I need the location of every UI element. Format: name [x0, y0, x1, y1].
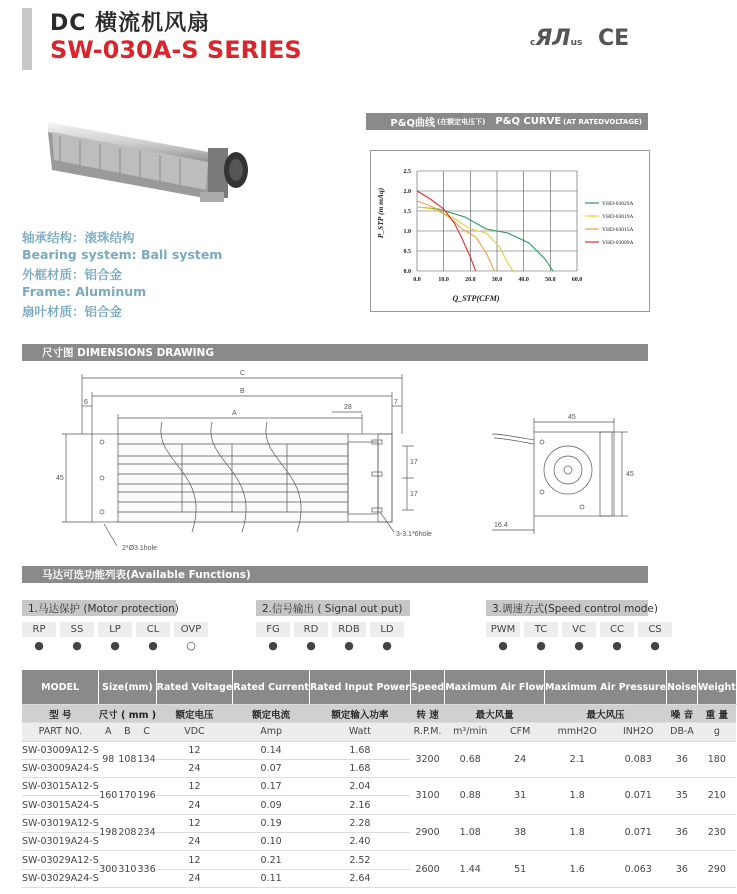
th-size: Size(mm)	[99, 670, 156, 705]
air-pressure-inh2o: 0.071	[610, 814, 667, 851]
air-flow-m3: 1.08	[445, 814, 496, 851]
rated-input-power: 2.04	[309, 778, 410, 796]
part-number: SW-03009A12-S	[22, 741, 99, 759]
x-tick-label: 30.0	[491, 277, 503, 283]
speed-rpm: 2900	[410, 814, 444, 851]
speed-rpm: 3100	[410, 778, 444, 815]
function-availability-mark: ●	[612, 639, 622, 652]
part-number: SW-03029A12-S	[22, 851, 99, 869]
pq-curve-header	[366, 113, 648, 130]
weight-g: 180	[697, 741, 736, 778]
legend-label: YHD-03029A	[602, 201, 634, 207]
air-flow-m3: 0.68	[445, 741, 496, 778]
side-45w-label: 45	[568, 414, 576, 421]
air-pressure-inh2o: 0.071	[610, 778, 667, 815]
th-weight: Weight	[697, 670, 736, 705]
dim-7-label: 7	[394, 399, 398, 406]
air-flow-m3: 1.44	[445, 851, 496, 888]
th-cn: 最大风压	[545, 705, 667, 723]
spec-bearing-cn: 轴承结构：滚珠结构	[22, 230, 135, 245]
pq-header-cn: P&Q曲线	[390, 118, 435, 129]
air-pressure-mmh2o: 2.1	[545, 741, 610, 778]
th-cn: 额定输入功率	[309, 705, 410, 723]
noise-dba: 35	[667, 778, 698, 815]
x-tick-label: 50.0	[545, 277, 556, 283]
part-number: SW-03015A12-S	[22, 778, 99, 796]
function-code: RP	[22, 622, 56, 637]
x-tick-label: 10.0	[438, 277, 449, 283]
function-availability-mark: ●	[650, 639, 660, 652]
rated-current: 0.11	[233, 869, 310, 887]
th-model: MODEL	[22, 670, 99, 705]
dim-28-label: 28	[344, 404, 352, 411]
air-pressure-mmh2o: 1.6	[545, 851, 610, 888]
th-noise: Noise	[667, 670, 698, 705]
function-availability-mark: ●	[72, 639, 82, 652]
x-tick-label: 40.0	[518, 277, 529, 283]
function-availability-mark: ●	[498, 639, 508, 652]
x-axis-label: Q_STP(CFM)	[452, 294, 500, 303]
rated-current: 0.09	[233, 796, 310, 814]
th-unit: A	[99, 723, 118, 741]
table-header-units	[22, 723, 736, 741]
rated-current: 0.07	[233, 759, 310, 777]
dim-6-label: 6	[84, 399, 88, 406]
speed-rpm: 2600	[410, 851, 444, 888]
title-accent-bar	[22, 8, 32, 70]
function-availability-mark: ●	[536, 639, 546, 652]
th-max-air-pressure: Maximum Air Pressure	[545, 670, 667, 705]
rated-current: 0.10	[233, 833, 310, 851]
spec-frame-en: Frame: Aluminum	[22, 284, 147, 299]
size-a: 98	[99, 741, 118, 778]
air-pressure-mmh2o: 1.8	[545, 814, 610, 851]
rated-input-power: 2.16	[309, 796, 410, 814]
th-cn: 型 号	[22, 705, 99, 723]
dim-17b-label: 17	[410, 491, 418, 498]
dimensions-drawing	[22, 362, 648, 557]
chart-ticks	[404, 169, 583, 283]
th-unit: R.P.M.	[410, 723, 444, 741]
table-row	[22, 814, 736, 832]
function-code: SS	[60, 622, 94, 637]
th-rated-input-power: Rated Input Power	[309, 670, 410, 705]
function-code: LD	[370, 622, 404, 637]
ce-mark: CE	[598, 26, 630, 51]
function-availability-mark: ●	[574, 639, 584, 652]
rated-current: 0.14	[233, 741, 310, 759]
dim-b-label: B	[240, 388, 245, 395]
air-flow-cfm: 38	[496, 814, 545, 851]
noise-dba: 36	[667, 741, 698, 778]
part-number: SW-03009A24-S	[22, 759, 99, 777]
th-unit: CFM	[496, 723, 545, 741]
weight-g: 290	[697, 851, 736, 888]
series-line-YHD-03029A	[417, 207, 553, 271]
air-pressure-inh2o: 0.083	[610, 741, 667, 778]
dim-c-label: C	[240, 370, 246, 377]
th-cn: 最大风量	[445, 705, 545, 723]
function-code: RDB	[332, 622, 366, 637]
noise-dba: 36	[667, 851, 698, 888]
th-unit: B	[118, 723, 137, 741]
th-unit: C	[137, 723, 156, 741]
size-b: 208	[118, 814, 137, 851]
y-tick-label: 1.5	[403, 209, 411, 215]
size-b: 108	[118, 741, 137, 778]
function-code: VC	[562, 622, 596, 637]
y-tick-label: 2.0	[403, 189, 411, 195]
size-c: 234	[137, 814, 156, 851]
size-b: 170	[118, 778, 137, 815]
function-availability-mark: ●	[148, 639, 158, 652]
rated-voltage: 12	[156, 814, 233, 832]
x-tick-label: 20.0	[465, 277, 476, 283]
th-cn: 额定电压	[156, 705, 233, 723]
certification-logos	[530, 26, 629, 51]
th-unit: Amp	[233, 723, 310, 741]
air-flow-cfm: 51	[496, 851, 545, 888]
dim-45-label: 45	[56, 475, 64, 482]
x-tick-label: 60.0	[571, 277, 583, 283]
size-a: 300	[99, 851, 118, 888]
function-group-header: 3.调速方式(Speed control mode)	[486, 600, 648, 616]
function-code: LP	[98, 622, 132, 637]
fan-product-image	[40, 92, 260, 210]
rated-input-power: 2.52	[309, 851, 410, 869]
hole-label-2: 3-3.1*6hole	[396, 531, 432, 538]
th-cn: 重 量	[697, 705, 736, 723]
th-unit: g	[697, 723, 736, 741]
hole-label-1: 2*Ø3.1hole	[122, 545, 158, 552]
th-rated-current: Rated Current	[233, 670, 310, 705]
chart-grid	[417, 171, 577, 271]
weight-g: 210	[697, 778, 736, 815]
air-pressure-mmh2o: 1.8	[545, 778, 610, 815]
part-number: SW-03015A24-S	[22, 796, 99, 814]
spec-blade-cn: 扇叶材质：铝合金	[22, 304, 123, 319]
y-tick-label: 2.5	[403, 169, 411, 175]
rated-voltage: 24	[156, 833, 233, 851]
function-code: CL	[136, 622, 170, 637]
function-code: TC	[524, 622, 558, 637]
pq-header-cn-note: (在额定电压下)	[436, 117, 486, 126]
function-code: RD	[294, 622, 328, 637]
spec-frame-cn: 外框材质：铝合金	[22, 267, 123, 282]
series-line-YHD-03015A	[417, 201, 494, 271]
th-cn: 转 速	[410, 705, 444, 723]
function-availability-mark: ○	[186, 639, 196, 652]
function-availability-mark: ●	[382, 639, 392, 652]
rated-input-power: 1.68	[309, 759, 410, 777]
th-cn: 噪 音	[667, 705, 698, 723]
function-group-header: 2.信号输出 ( Signal out put)	[256, 600, 410, 616]
functions-section-header: 马达可选功能列表(Available Functions)	[22, 566, 648, 583]
pq-chart-frame	[370, 150, 650, 312]
page-title-en: SW-030A-S SERIES	[50, 36, 302, 64]
y-tick-label: 1.0	[403, 229, 411, 235]
weight-g: 230	[697, 814, 736, 851]
part-number: SW-03019A24-S	[22, 833, 99, 851]
th-unit: m³/min	[445, 723, 496, 741]
th-rated-voltage: Rated Voltage	[156, 670, 233, 705]
th-unit: Watt	[309, 723, 410, 741]
size-c: 196	[137, 778, 156, 815]
function-availability-mark: ●	[306, 639, 316, 652]
chart-legend	[585, 201, 633, 246]
rated-input-power: 2.28	[309, 814, 410, 832]
dim-164-label: 16.4	[494, 522, 508, 529]
specifications-table	[22, 670, 737, 888]
air-flow-cfm: 24	[496, 741, 545, 778]
function-code: PWM	[486, 622, 520, 637]
rated-voltage: 24	[156, 759, 233, 777]
cert-c-text: c	[530, 38, 536, 48]
function-group-header: 1.马达保护 (Motor protection)	[22, 600, 176, 616]
rated-voltage: 12	[156, 778, 233, 796]
function-code: CS	[638, 622, 672, 637]
rated-voltage: 12	[156, 851, 233, 869]
cert-us-text: us	[570, 38, 583, 48]
rated-input-power: 2.64	[309, 869, 410, 887]
ul-logo-icon: ЯЛ	[535, 26, 571, 51]
th-cn: 额定电流	[233, 705, 310, 723]
th-unit: INH2O	[610, 723, 667, 741]
part-number: SW-03029A24-S	[22, 869, 99, 887]
size-a: 160	[99, 778, 118, 815]
rated-voltage: 24	[156, 869, 233, 887]
dimensions-section-header: 尺寸图 DIMENSIONS DRAWING	[22, 344, 648, 361]
dim-a-label: A	[232, 410, 237, 417]
rated-current: 0.21	[233, 851, 310, 869]
function-availability-mark: ●	[344, 639, 354, 652]
function-code: FG	[256, 622, 290, 637]
th-unit: VDC	[156, 723, 233, 741]
function-availability-mark: ●	[268, 639, 278, 652]
function-code: CC	[600, 622, 634, 637]
function-availability-mark: ●	[110, 639, 120, 652]
size-c: 336	[137, 851, 156, 888]
th-cn: 尺寸 ( mm )	[99, 705, 156, 723]
rated-voltage: 12	[156, 741, 233, 759]
legend-label: YHD-03009A	[602, 240, 634, 246]
side-45h-label: 45	[626, 471, 634, 478]
pq-header-en: P&Q CURVE	[495, 116, 562, 127]
part-number: SW-03019A12-S	[22, 814, 99, 832]
pq-chart	[371, 151, 649, 311]
y-tick-label: 0.5	[403, 249, 411, 255]
legend-label: YHD-03019A	[602, 214, 634, 220]
th-unit: PART NO.	[22, 723, 99, 741]
x-tick-label: 0.0	[413, 277, 421, 283]
table-row	[22, 778, 736, 796]
rated-current: 0.17	[233, 778, 310, 796]
size-c: 134	[137, 741, 156, 778]
rated-current: 0.19	[233, 814, 310, 832]
th-unit: DB-A	[667, 723, 698, 741]
noise-dba: 36	[667, 814, 698, 851]
size-a: 198	[99, 814, 118, 851]
size-b: 310	[118, 851, 137, 888]
speed-rpm: 3200	[410, 741, 444, 778]
dim-17a-label: 17	[410, 459, 418, 466]
page-title-cn: DC 横流机风扇	[50, 11, 211, 36]
function-code: OVP	[174, 622, 208, 637]
y-axis-label: P_STP (m mAq)	[376, 187, 385, 239]
table-row	[22, 741, 736, 759]
rated-input-power: 1.68	[309, 741, 410, 759]
th-max-air-flow: Maximum Air Flow	[445, 670, 545, 705]
rated-voltage: 24	[156, 796, 233, 814]
air-pressure-inh2o: 0.063	[610, 851, 667, 888]
spec-bearing-en: Bearing system: Ball system	[22, 247, 223, 262]
legend-label: YHD-03015A	[602, 227, 634, 233]
air-flow-m3: 0.88	[445, 778, 496, 815]
table-row	[22, 851, 736, 869]
rated-input-power: 2.40	[309, 833, 410, 851]
y-tick-label: 0.0	[403, 269, 411, 275]
th-unit: mmH2O	[545, 723, 610, 741]
pq-header-en-note: (AT RATEDVOLTAGE)	[563, 117, 642, 126]
function-availability-mark: ●	[34, 639, 44, 652]
table-header-cn	[22, 705, 736, 723]
th-speed: Speed	[410, 670, 444, 705]
air-flow-cfm: 31	[496, 778, 545, 815]
